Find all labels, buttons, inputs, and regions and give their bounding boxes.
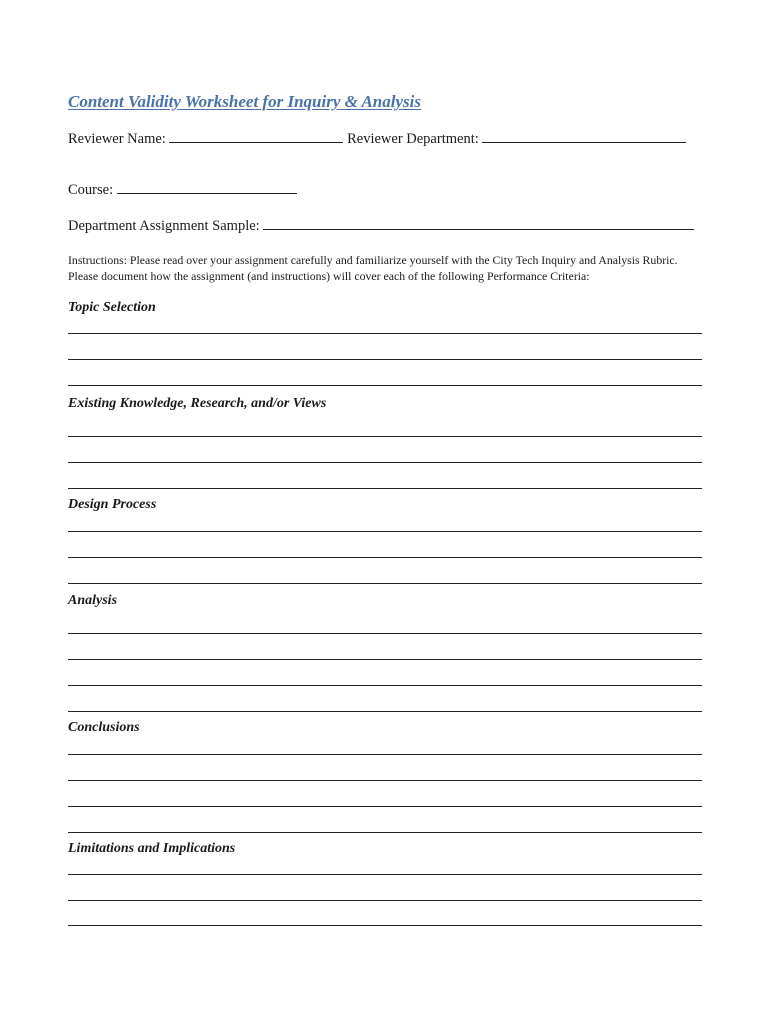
section-heading-analysis: Analysis: [68, 593, 118, 608]
topic-selection-answer-line[interactable]: [68, 359, 702, 360]
limitations-answer-line[interactable]: [68, 900, 702, 901]
section-heading-limitations: Limitations and Implications: [68, 841, 236, 856]
reviewer-name-field[interactable]: [169, 130, 343, 143]
design-process-answer-line[interactable]: [68, 531, 702, 532]
limitations-answer-line[interactable]: [68, 925, 702, 926]
analysis-answer-line[interactable]: [68, 659, 702, 660]
conclusions-answer-line[interactable]: [68, 780, 702, 781]
design-process-answer-line[interactable]: [68, 583, 702, 584]
conclusions-answer-line[interactable]: [68, 806, 702, 807]
assignment-sample-row: [68, 217, 694, 235]
assignment-sample-field[interactable]: [263, 217, 694, 230]
design-process-answer-line[interactable]: [68, 557, 702, 558]
section-heading-existing-knowledge: Existing Knowledge, Research, and/or Views: [68, 396, 327, 411]
limitations-answer-line[interactable]: [68, 874, 702, 875]
section-heading-design-process: Design Process: [68, 497, 157, 512]
analysis-answer-line[interactable]: [68, 633, 702, 634]
existing-knowledge-answer-line[interactable]: [68, 462, 702, 463]
reviewer-name-label: Reviewer Name:: [68, 131, 166, 147]
conclusions-answer-line[interactable]: [68, 832, 702, 833]
topic-selection-answer-line[interactable]: [68, 385, 702, 386]
course-row: [68, 181, 297, 199]
conclusions-answer-line[interactable]: [68, 754, 702, 755]
reviewer-department-label: Reviewer Department:: [347, 131, 479, 147]
analysis-answer-line[interactable]: [68, 711, 702, 712]
worksheet-title: Content Validity Worksheet for Inquiry & Analysis: [68, 92, 421, 111]
section-heading-topic-selection: Topic Selection: [68, 300, 156, 315]
assignment-sample-label: Department Assignment Sample:: [68, 218, 260, 234]
analysis-answer-line[interactable]: [68, 685, 702, 686]
existing-knowledge-answer-line[interactable]: [68, 488, 702, 489]
course-field[interactable]: [117, 181, 297, 194]
reviewer-row: [68, 130, 686, 148]
topic-selection-answer-line[interactable]: [68, 333, 702, 334]
section-heading-conclusions: Conclusions: [68, 720, 140, 735]
existing-knowledge-answer-line[interactable]: [68, 436, 702, 437]
instructions-text: Instructions: Please read over your assignment carefully and familiarize yourself with the City Tech Inquiry and Analysis Rubric. Please document how the assignment (and instructions) will cover each of the following Performance Criteria:: [68, 253, 678, 283]
reviewer-department-field[interactable]: [482, 130, 686, 143]
course-label: Course:: [68, 182, 114, 198]
